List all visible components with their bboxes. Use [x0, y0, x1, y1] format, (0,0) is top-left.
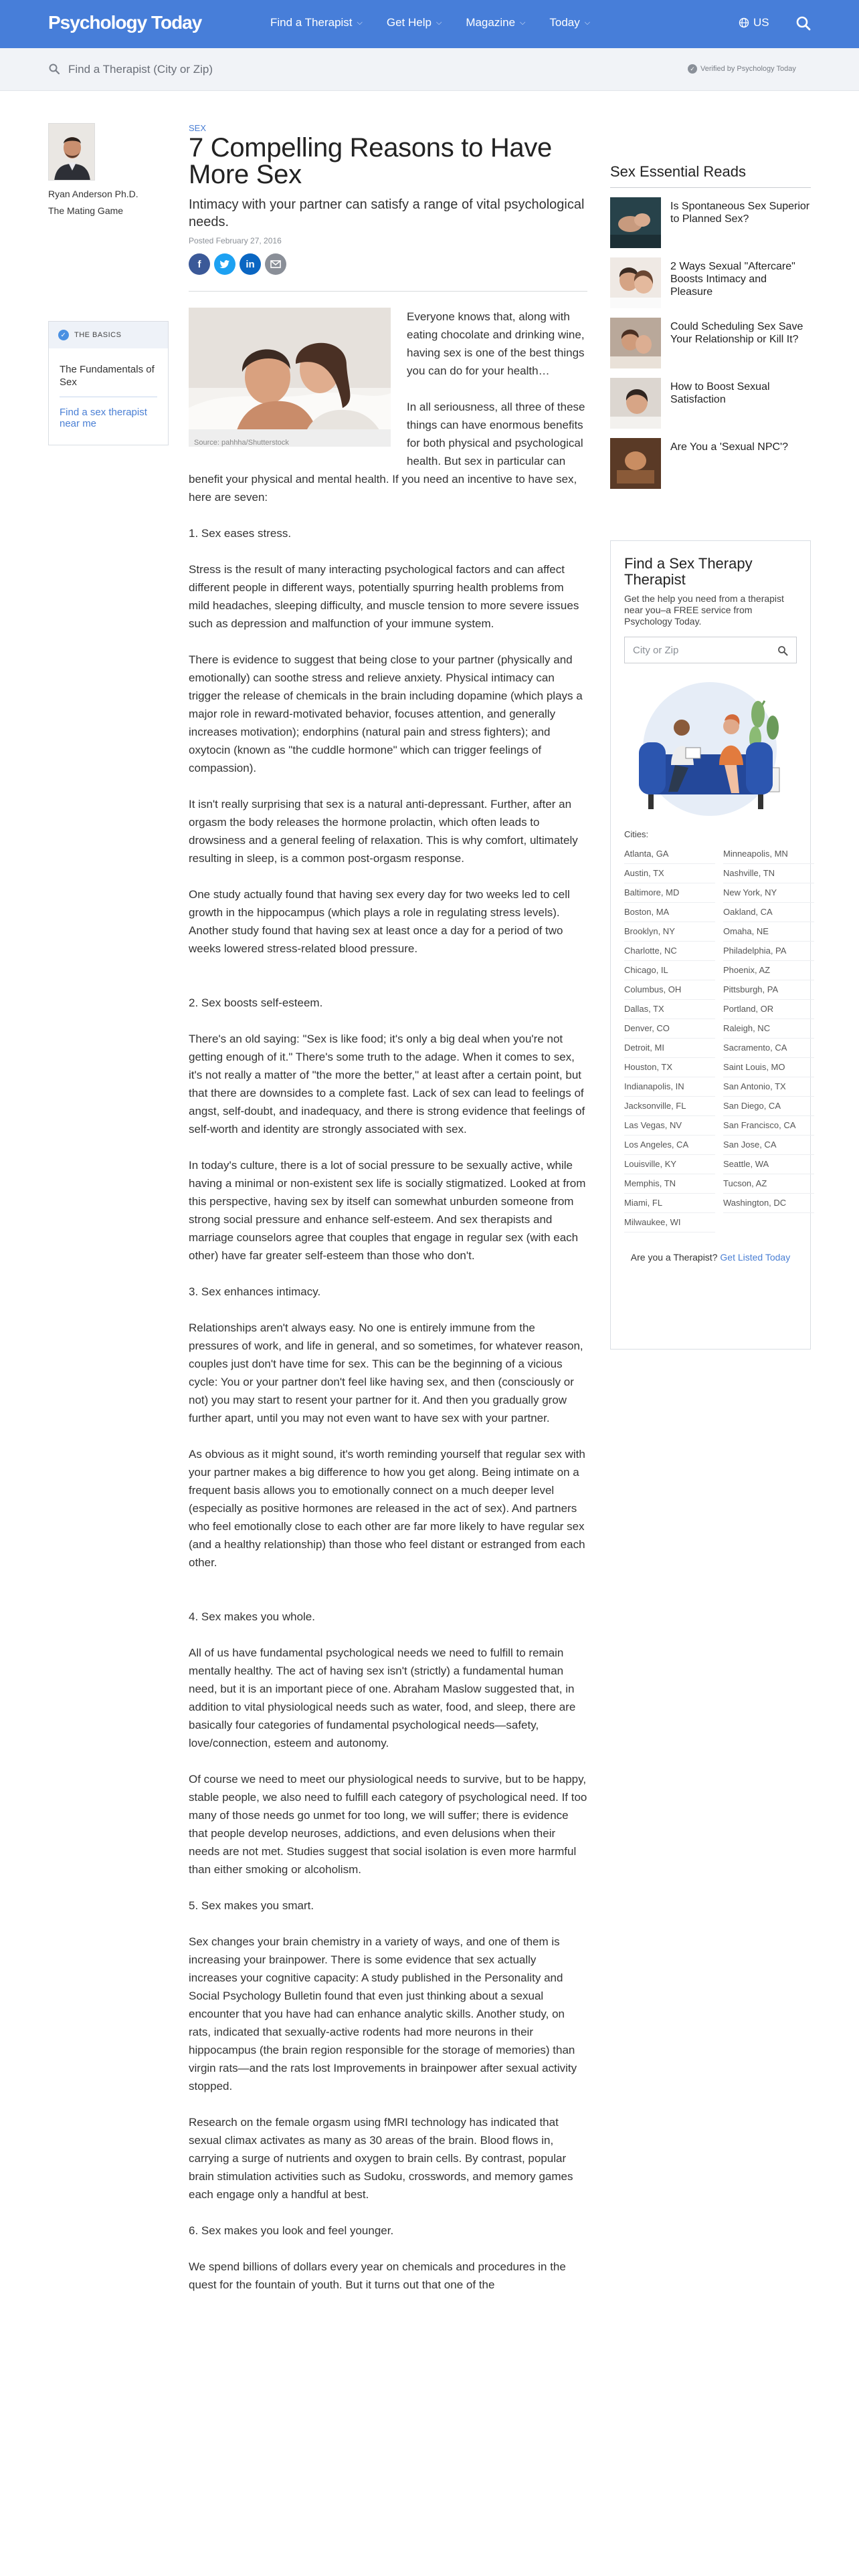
globe-icon [739, 17, 749, 28]
author-avatar[interactable] [48, 123, 95, 181]
check-icon: ✓ [688, 64, 697, 74]
paragraph: Everyone knows that, along with eating chocolate and drinking wine, having sex is one of the best things you can do for your health… [407, 310, 585, 377]
city-link[interactable]: Columbus, OH [624, 980, 715, 1000]
paragraph: There is evidence to suggest that being close to your partner (physically and emotionally) can soothe stress and relieve anxiety. Physical intimacy can trigger the release of chemicals in the brain including dopamine (which plays a major role in reward-motivated behavior, focuses attention, and generally increases motivation); endorphins (natural pain and stress fighters); and oxytocin (known as "the cuddle hormone" which can trigger feelings of compassion). [189, 653, 583, 774]
city-link[interactable]: Las Vegas, NV [624, 1116, 715, 1136]
therapy-session-illustration [624, 674, 797, 821]
city-link[interactable]: Atlanta, GA [624, 845, 715, 864]
city-link[interactable]: Sacramento, CA [723, 1039, 814, 1058]
nav-label: Get Help [386, 16, 432, 29]
nav-label: Magazine [466, 16, 516, 29]
locale-selector[interactable] [739, 16, 769, 29]
paragraph: All of us have fundamental psychological needs we need to fulfill to remain mentally healthy. The act of having sex isn't (strictly) a fundamental human need, but it is an important piece of one. Abraham Maslow suggested that, in addition to vital physiological needs such as water, food, and sleep, there are basically four categories of fundamental psychological needs—safety, love/connection, esteem and autonomy. [189, 1646, 576, 1749]
thumbnail-image [610, 378, 661, 429]
city-link[interactable]: Boston, MA [624, 903, 715, 922]
read-thumbnail [610, 378, 661, 429]
city-link[interactable]: Omaha, NE [723, 922, 814, 942]
couple-photo [189, 308, 391, 447]
therapy-illustration [624, 674, 797, 821]
nav-label: Find a Therapist [270, 16, 353, 29]
share-buttons [189, 253, 587, 275]
posted-date: Posted February 27, 2016 [189, 236, 282, 245]
linkedin-share-icon[interactable]: in [240, 253, 261, 275]
city-link[interactable]: Phoenix, AZ [723, 961, 814, 980]
city-link[interactable]: Raleigh, NC [723, 1019, 814, 1039]
city-link[interactable]: Milwaukee, WI [624, 1213, 715, 1232]
basics-box [48, 321, 169, 445]
city-link[interactable]: Jacksonville, FL [624, 1097, 715, 1116]
locale-label: US [753, 16, 769, 29]
city-link[interactable]: Seattle, WA [723, 1155, 814, 1174]
search-icon[interactable] [795, 15, 812, 32]
author-name[interactable]: Ryan Anderson Ph.D. [48, 189, 138, 199]
city-link[interactable]: Baltimore, MD [624, 883, 715, 903]
thumbnail-image [610, 438, 661, 489]
city-link[interactable]: San Jose, CA [723, 1136, 814, 1155]
cities-label: Cities: [624, 829, 649, 839]
paragraph: One study actually found that having sex every day for two weeks led to cell growth in the hippocampus (which plays a role in regulating stress levels). Another study found that having sex at least once a day for a period of two weeks lowered stress-related blood pressure. [189, 888, 570, 955]
city-link[interactable]: Philadelphia, PA [723, 942, 814, 961]
paragraph: There's an old saying: "Sex is like food; it's only a big deal when you're not getting enough of it." There's some truth to the adage. When it comes to sex, it's not really a matter of "the more the better," at least after a certain point, but that there are downsides to a complete fast. Lack of sex can lead to feelings of angst, self-doubt, and inadequacy, and there is strong evidence that feelings of self-worth and identity are strongly associated with sex. [189, 1033, 585, 1136]
paragraph: In today's culture, there is a lot of social pressure to be sexually active, while having a minimal or non-existent sex life is socially stigmatized. Looked at from this perspective, having sex by itself can somewhat unburden someone from strong social pressure and enhance self-esteem. And sex therapists and marriage counselors agree that couples that engage in regular sex (with each other) have far greater self-esteem than those who don't. [189, 1159, 586, 1262]
city-link[interactable]: Denver, CO [624, 1019, 715, 1039]
site-logo[interactable]: Psychology Today [48, 12, 202, 33]
widget-subtitle: Get the help you need from a therapist near you–a FREE service from Psychology Today. [624, 593, 784, 627]
section-heading: 6. Sex makes you look and feel younger. [189, 2224, 394, 2237]
read-title: Are You a 'Sexual NPC'? [670, 441, 788, 453]
paragraph: Relationships aren't always easy. No one is entirely immune from the pressures of work, and life in general, and so sometimes, for whatever reason, couples just don't have time for sex. This can be the beginning of a vicious cycle: You or your partner don't feel like having sex, and then (consciously or not) you may start to resent your partner for it. And then you gradually grow further apart, until you may not even want to have sex with your partner. [189, 1321, 583, 1424]
city-link[interactable]: Minneapolis, MN [723, 845, 814, 864]
search-icon[interactable] [777, 645, 788, 656]
city-link[interactable]: Dallas, TX [624, 1000, 715, 1019]
city-link[interactable]: Los Angeles, CA [624, 1136, 715, 1155]
article-subtitle: Intimacy with your partner can satisfy a range of vital psychological needs. [189, 197, 585, 229]
find-therapist-link[interactable]: Find a sex therapist near me [60, 407, 147, 429]
facebook-share-icon[interactable]: f [189, 253, 210, 275]
chevron-down-icon: ⌵ [436, 18, 442, 27]
read-thumbnail [610, 318, 661, 368]
city-link[interactable]: Oakland, CA [723, 903, 814, 922]
city-link[interactable]: Charlotte, NC [624, 942, 715, 961]
city-link[interactable]: Washington, DC [723, 1194, 814, 1213]
top-navigation [0, 0, 859, 48]
section-heading: 3. Sex enhances intimacy. [189, 1285, 321, 1298]
email-share-icon[interactable] [265, 253, 286, 275]
bird-icon [219, 259, 230, 269]
paragraph: We spend billions of dollars every year on chemicals and procedures in the quest for the fountain of youth. But it turns out that one of the [189, 2260, 566, 2291]
nav-find-therapist[interactable] [270, 16, 363, 29]
city-search [624, 637, 797, 663]
essential-read-item[interactable] [610, 318, 811, 368]
city-link[interactable]: San Francisco, CA [723, 1116, 814, 1136]
paragraph: Stress is the result of many interacting psychological factors and can affect different people in different ways, potentially spurring health problems from mild headaches, sleeping difficulty, and muscle tension to more severe issues such as depression and malfunction of your immune system. [189, 563, 579, 630]
divider [189, 291, 587, 292]
article-category[interactable]: SEX [189, 123, 207, 133]
basics-topic-link[interactable]: The Fundamentals of Sex [60, 363, 157, 397]
city-link[interactable]: Saint Louis, MO [723, 1058, 814, 1077]
paragraph: Of course we need to meet our physiological needs to survive, but to be happy, stable people, we also need to fulfill each category of psychological need. If too many of those needs go unmet for too long, we will suffer; there is evidence that people develop neuroses, addictions, and even delusions when their needs are not met. Studies suggest that social isolation is even more harmful than either smoking or alcoholism. [189, 1773, 587, 1876]
article [189, 119, 587, 2312]
city-link[interactable]: Brooklyn, NY [624, 922, 715, 942]
city-zip-input[interactable] [625, 637, 779, 663]
therapist-search-bar [0, 48, 859, 91]
essential-read-item[interactable] [610, 197, 811, 248]
cities-column-right [723, 845, 814, 1232]
read-title: Could Scheduling Sex Save Your Relationship or Kill It? [670, 321, 803, 345]
author-photo-image [49, 124, 95, 181]
nav-magazine[interactable] [466, 16, 525, 29]
thumbnail-image [610, 197, 661, 248]
verified-label: Verified by Psychology Today [700, 65, 796, 73]
city-link[interactable]: Detroit, MI [624, 1039, 715, 1058]
essential-read-item[interactable] [610, 257, 811, 308]
therapist-search-input[interactable] [67, 60, 401, 79]
get-listed [624, 1251, 797, 1263]
cities-grid [624, 845, 797, 1232]
paragraph: Research on the female orgasm using fMRI technology has indicated that sexual climax activates as many as 30 areas of the brain. Blood flows in, carrying a surge of nutrients and oxygen to brain cells. By contrast, popular brain stimulation activities such as Sudoku, crosswords, and memory games each engage only a handful at best. [189, 2116, 573, 2201]
city-link[interactable]: Memphis, TN [624, 1174, 715, 1194]
search-icon [48, 63, 60, 75]
lead-image [189, 308, 391, 447]
city-link[interactable]: Tucson, AZ [723, 1174, 814, 1194]
city-link[interactable]: New York, NY [723, 883, 814, 903]
cities-column-left [624, 845, 715, 1232]
article-body [189, 308, 587, 2294]
read-title: How to Boost Sexual Satisfaction [670, 381, 770, 405]
section-heading: 2. Sex boosts self-esteem. [189, 996, 323, 1009]
envelope-icon [270, 260, 281, 268]
city-link[interactable]: Miami, FL [624, 1194, 715, 1213]
city-link[interactable]: Indianapolis, IN [624, 1077, 715, 1097]
read-thumbnail [610, 257, 661, 308]
read-title: 2 Ways Sexual "Aftercare" Boosts Intimacy and Pleasure [670, 261, 795, 298]
city-link[interactable]: San Diego, CA [723, 1097, 814, 1116]
widget-title: Find a Sex Therapy Therapist [624, 555, 753, 588]
section-heading: 4. Sex makes you whole. [189, 1610, 315, 1623]
get-listed-link[interactable]: Get Listed Today [720, 1252, 791, 1263]
verified-badge [688, 64, 796, 74]
city-link[interactable]: Nashville, TN [723, 864, 814, 883]
paragraph: It isn't really surprising that sex is a natural anti-depressant. Further, after an orgasm the body releases the hormone prolactin, which often leads to drowsiness and a general feeling of relaxation. This is why comfort, ultimately resulting in sleep, is a common post-orgasm response. [189, 798, 578, 865]
essential-read-item[interactable] [610, 378, 811, 429]
essential-reads [610, 163, 811, 489]
read-title: Is Spontaneous Sex Superior to Planned Sex? [670, 201, 810, 225]
basics-heading: THE BASICS [74, 331, 122, 339]
chevron-down-icon: ⌵ [584, 18, 591, 27]
thumbnail-image [610, 257, 661, 308]
city-link[interactable]: Chicago, IL [624, 961, 715, 980]
read-thumbnail [610, 438, 661, 489]
author-blog-name[interactable]: The Mating Game [48, 205, 124, 216]
city-link[interactable]: Austin, TX [624, 864, 715, 883]
chevron-down-icon: ⌵ [520, 18, 526, 27]
section-heading: 1. Sex eases stress. [189, 527, 292, 540]
article-title: 7 Compelling Reasons to Have More Sex [189, 133, 553, 189]
essential-reads-title: Sex Essential Reads [610, 163, 811, 188]
section-heading: 5. Sex makes you smart. [189, 1899, 314, 1912]
city-link[interactable]: San Antonio, TX [723, 1077, 814, 1097]
get-listed-question: Are you a Therapist? [630, 1252, 718, 1263]
basics-header [49, 322, 168, 348]
paragraph: In all seriousness, all three of these things can have enormous benefits for both physical and psychological health. But sex in particular can benefit your physical and mental health. If you need an incentive to have sex, here are seven: [189, 401, 585, 504]
find-therapist-widget [610, 540, 811, 1350]
twitter-share-icon[interactable] [214, 253, 235, 275]
nav-today[interactable] [549, 16, 590, 29]
city-link[interactable]: Portland, OR [723, 1000, 814, 1019]
main-nav [270, 16, 614, 29]
nav-label: Today [549, 16, 580, 29]
city-link[interactable]: Houston, TX [624, 1058, 715, 1077]
chevron-down-icon: ⌵ [357, 18, 363, 27]
read-thumbnail [610, 197, 661, 248]
paragraph: Sex changes your brain chemistry in a variety of ways, and one of them is increasing your brainpower. There is some evidence that sex actually increases your cognitive capacity: A study published in the Personality and Social Psychology Bulletin found that even just thinking about a sexual encounter that you have had can enhance analytic skills. Another study, on rats, indicated that sexually-active rodents had more neurons in their hippocampus (the brain region responsible for the storage of memories) than virgin rats—and the rats lost Improvements in brainpower after sexual activity stopped. [189, 1935, 577, 2092]
city-link[interactable]: Louisville, KY [624, 1155, 715, 1174]
nav-get-help[interactable] [387, 16, 442, 29]
city-link[interactable]: Pittsburgh, PA [723, 980, 814, 1000]
thumbnail-image [610, 318, 661, 368]
check-icon: ✓ [58, 330, 69, 340]
paragraph: As obvious as it might sound, it's worth reminding yourself that regular sex with your partner makes a big difference to how you get along. Being intimate on a frequent basis allows you to emotionally connect on a much deeper level (especially as positive hormones are released in the act of sex). And partners who feel emotionally close to each other are far more likely to have regular sex (and a healthy relationship) than those who feel distant or estranged from each other. [189, 1448, 585, 1569]
essential-read-item[interactable] [610, 438, 811, 489]
image-credit: Source: pahhha/Shutterstock [189, 429, 391, 447]
